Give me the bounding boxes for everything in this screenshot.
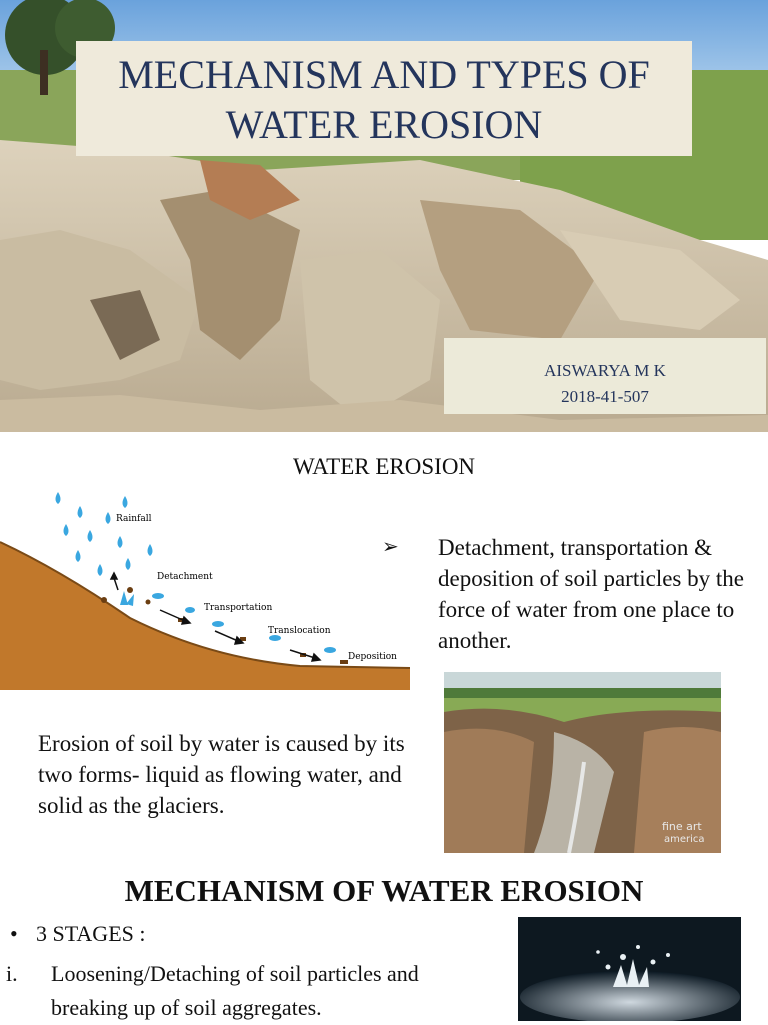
author-box: [444, 338, 766, 414]
slide-heading: WATER EROSION: [292, 454, 476, 479]
bullet-detachment: [382, 532, 768, 656]
title-line-1: MECHANISM AND TYPES OF: [118, 52, 650, 97]
bullet-forms: [10, 728, 428, 821]
erosion-process-diagram: [0, 490, 410, 692]
bullet-right-text: Detachment, transportation & deposition of soil particles by the force of water from one place to another.: [438, 535, 744, 653]
stages-text: 3 STAGES :: [36, 921, 146, 946]
title-line-2: WATER EROSION: [225, 102, 543, 147]
title-box: [76, 41, 692, 156]
item-number: i.: [6, 961, 18, 986]
stage-item-1: [6, 957, 506, 1025]
raindrop-icons: [56, 492, 153, 576]
title-slide: [0, 0, 768, 432]
item-line-2: breaking up of soil aggregates.: [51, 995, 322, 1020]
label-rainfall: Rainfall: [116, 514, 152, 524]
water-splash-photo: [518, 917, 741, 1021]
bullet-dot-icon: •: [10, 921, 18, 946]
label-deposition: Deposition: [348, 652, 397, 662]
author-name: AISWARYA M K: [544, 361, 666, 380]
watermark-line-1: fine art: [662, 820, 702, 833]
water-erosion-slide: [0, 432, 768, 865]
arrow-bullet-icon: [10, 728, 38, 759]
label-translocation: Translocation: [268, 626, 331, 636]
label-detachment: Detachment: [157, 572, 213, 582]
gully-erosion-photo: [444, 672, 721, 853]
slide-heading: MECHANISM OF WATER EROSION: [124, 873, 644, 908]
item-line-1: Loosening/Detaching of soil particles and: [51, 961, 419, 986]
stages-bullet: [10, 921, 145, 947]
mechanism-slide: [0, 865, 768, 1024]
label-transportation: Transportation: [204, 603, 273, 613]
author-id: 2018-41-507: [561, 387, 649, 406]
arrow-bullet-icon: ➢: [382, 536, 399, 558]
watermark-line-2: america: [664, 834, 705, 845]
bullet-left-text: Erosion of soil by water is caused by its two forms- liquid as flowing water, and solid as the glaciers.: [38, 731, 405, 818]
